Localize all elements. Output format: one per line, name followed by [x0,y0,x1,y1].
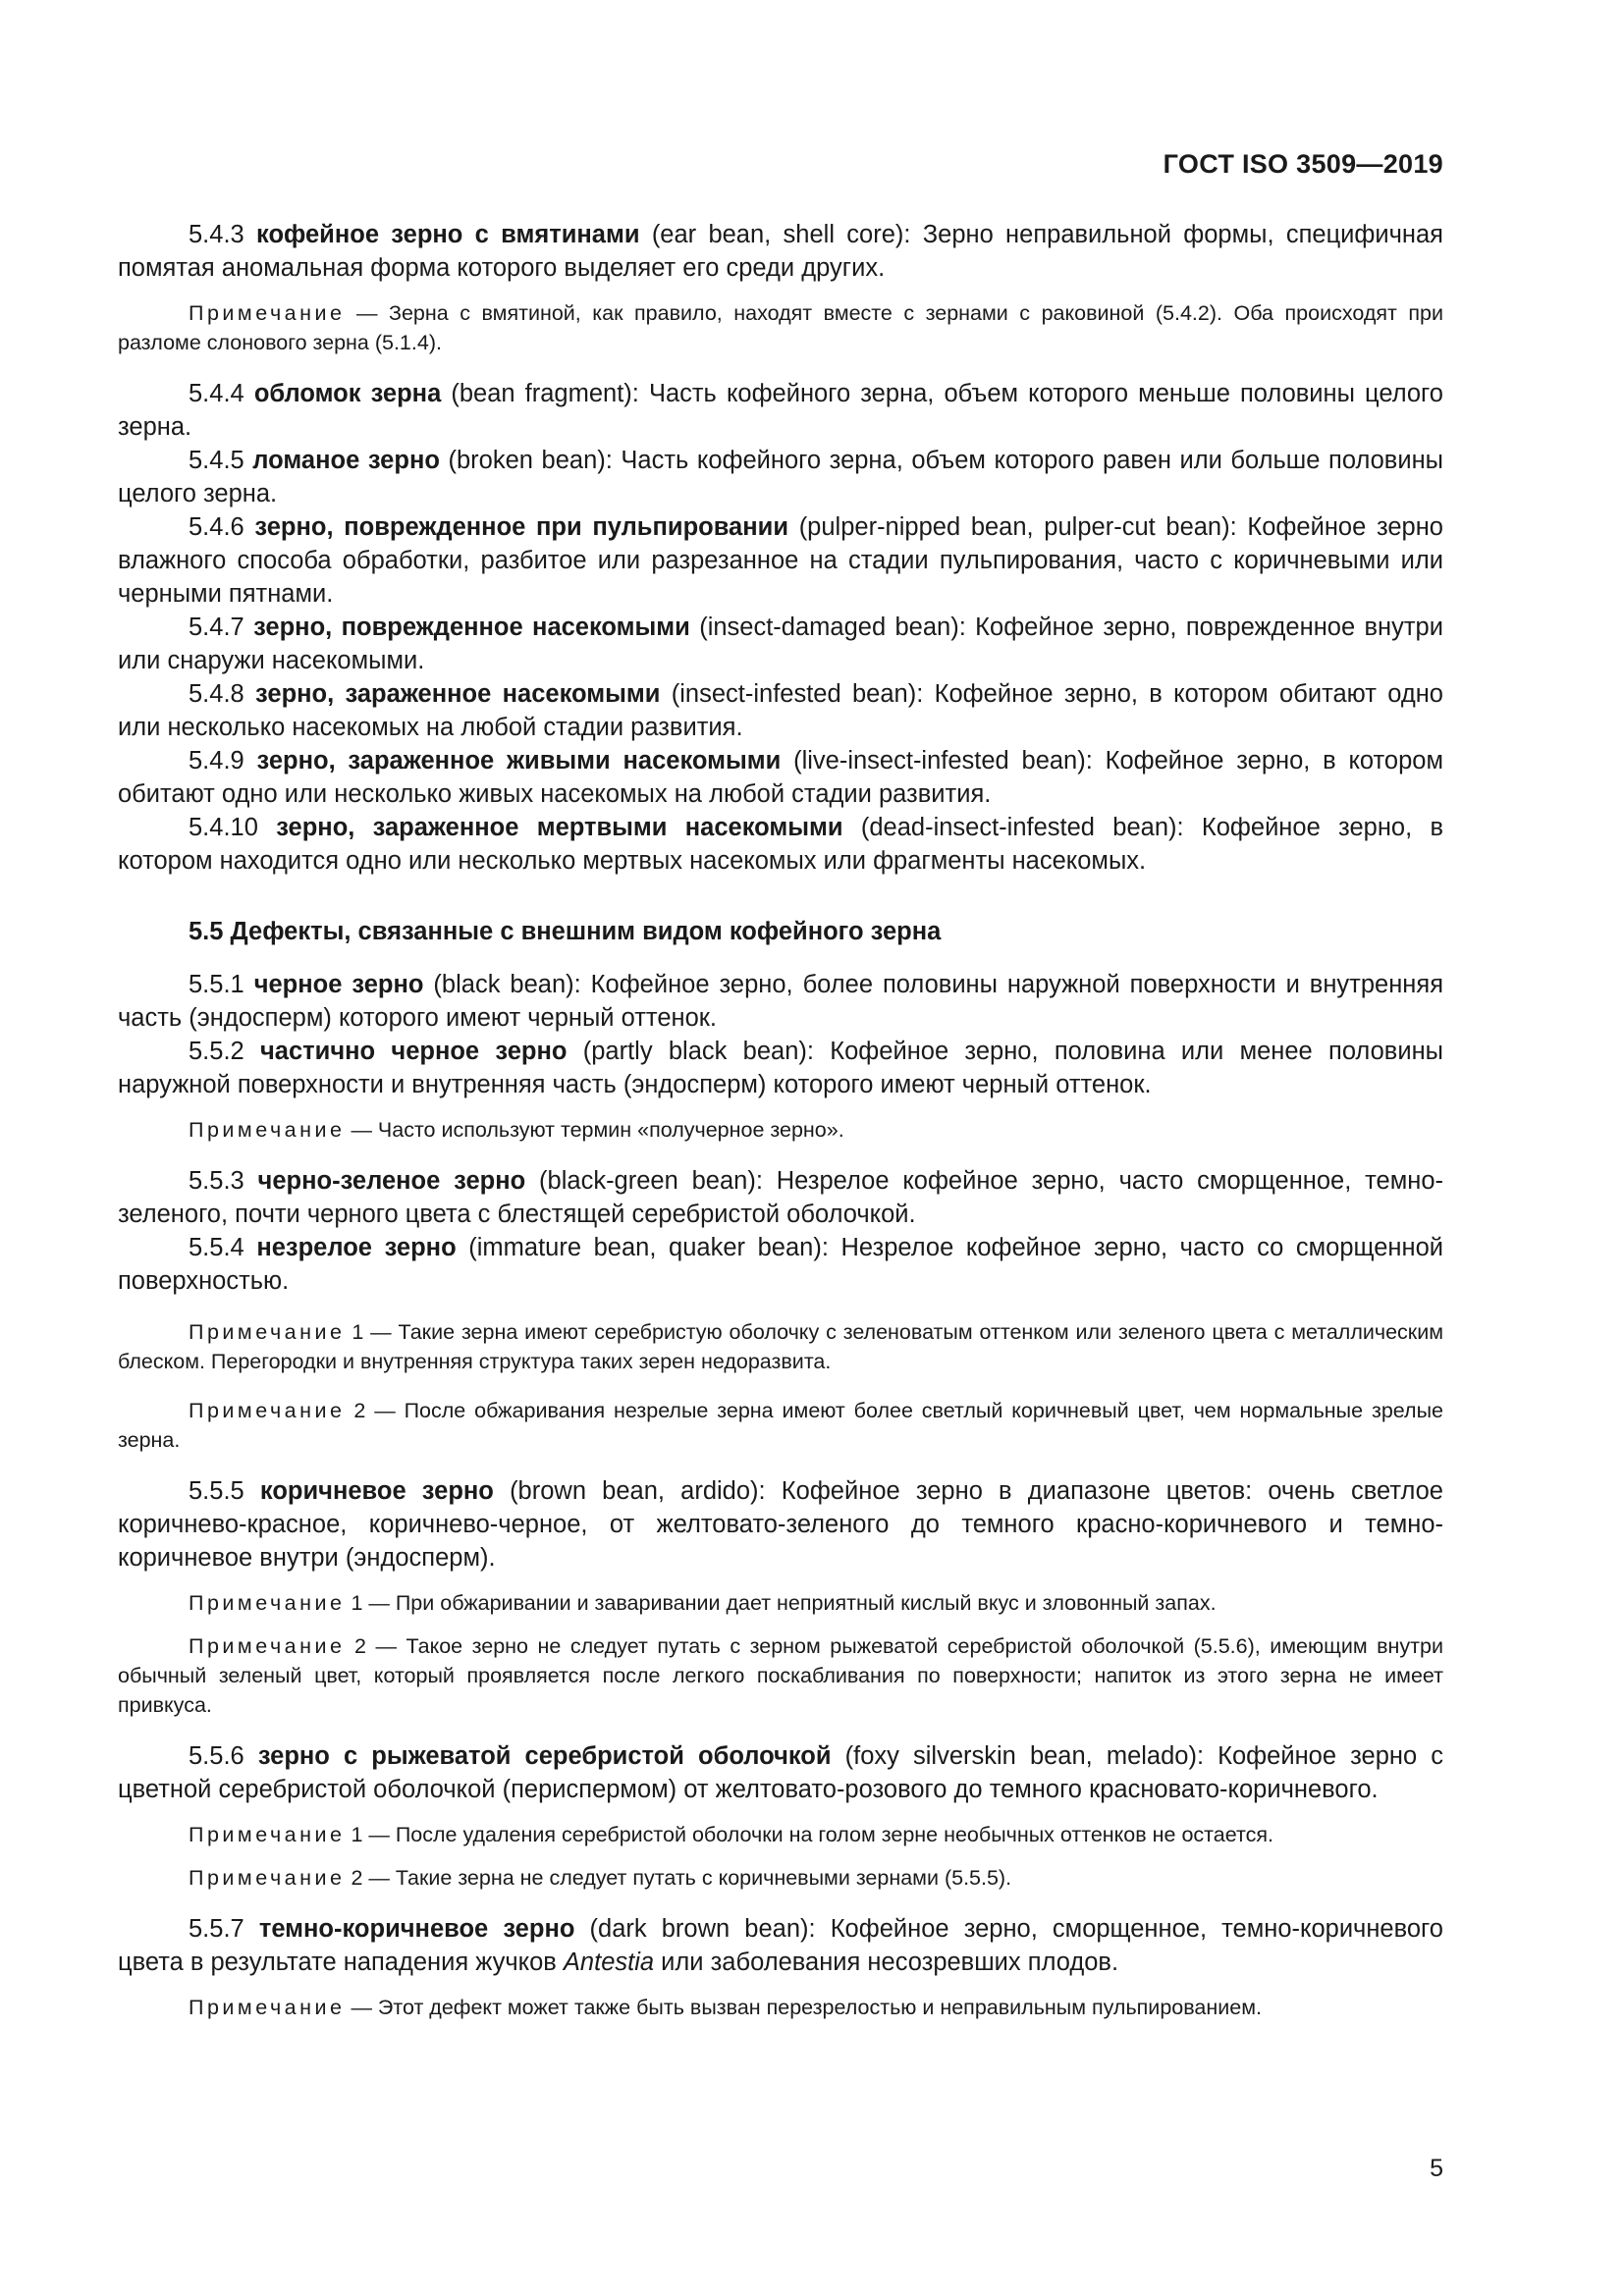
clause-5-4-9: 5.4.9 зерно, зараженное живыми насекомыми (live-insect-infested bean): Кофейное зерно, в котором обитают одно или несколько живых насекомых на любой стадии развития. [118,747,1443,808]
clause-5-4-3: 5.4.3 кофейное зерно с вмятинами (ear bean, shell core): Зерно неправильной формы, специфичная помятая аномальная форма которого выделяет его среди других. [118,221,1443,282]
clause-5-4-6: 5.4.6 зерно, поврежденное при пульпировании (pulper-nipped bean, pulper-cut bean): Кофейное зерно влажного способа обработки, разбитое или разрезанное на стадии пульпирования, часто с коричневыми или черными пятнами. [118,513,1443,608]
clause-5-5-7: 5.5.7 темно-коричневое зерно (dark brown bean): Кофейное зерно, сморщенное, темно-коричневого цвета в результате нападения жучков Antestia или заболевания несозревших плодов. [118,1915,1443,1976]
term: зерно, поврежденное насекомыми [253,614,690,641]
term: незрелое зерно [256,1234,457,1261]
note: Примечание 1 — Такие зерна имеют серебристую оболочку с зеленоватым оттенком или зеленого цвета с металлическим блеском. Перегородки и внутренняя структура таких зерен недоразвита. [118,1320,1443,1373]
document-body [118,218,1443,2022]
note: Примечание 2 — Такое зерно не следует путать с зерном рыжеватой серебристой оболочкой (5.5.6), имеющим внутри обычный зеленый цвет, который проявляется после легкого поскабливания по поверхности; напиток из этого зерна не имеет привкуса. [118,1634,1443,1717]
term: зерно с рыжеватой серебристой оболочкой [257,1742,832,1770]
term: частично черное зерно [260,1038,568,1065]
page-number: 5 [1430,2155,1443,2182]
term: темно-коричневое зерно [258,1915,575,1943]
note: Примечание 1 — После удаления серебристой оболочки на голом зерне необычных оттенков не остается. [189,1823,1273,1846]
term: черно-зеленое зерно [257,1167,526,1195]
note: Примечание — Зерна с вмятиной, как правило, находят вместе с зернами с раковиной (5.4.2). Оба происходят при разломе слонового зерна (5.1.4). [118,301,1443,354]
note: Примечание 2 — После обжаривания незрелые зерна имеют более светлый коричневый цвет, чем нормальные зрелые зерна. [118,1399,1443,1452]
clause-5-5-6: 5.5.6 зерно с рыжеватой серебристой оболочкой (foxy silverskin bean, melado): Кофейное зерно с цветной серебристой оболочкой (периспермом) от желтовато-розового до темного красновато-коричневого. [118,1742,1443,1803]
clause-5-4-8: 5.4.8 зерно, зараженное насекомыми (insect-infested bean): Кофейное зерно, в котором обитают одно или несколько насекомых на любой стадии развития. [118,680,1443,741]
italic-term: Antestia [563,1949,655,1976]
note: Примечание — Этот дефект может также быть вызван перезрелостью и неправильным пульпированием. [189,1996,1262,2019]
section-heading-5-5: 5.5 Дефекты, связанные с внешним видом кофейного зерна [189,918,942,945]
clause-5-4-5: 5.4.5 ломаное зерно (broken bean): Часть кофейного зерна, объем которого равен или больше половины целого зерна. [118,447,1443,507]
term: кофейное зерно с вмятинами [256,221,640,248]
document-header: ГОСТ ISO 3509—2019 [1163,149,1443,179]
note: Примечание 2 — Такие зерна не следует путать с коричневыми зернами (5.5.5). [189,1866,1012,1890]
term: зерно, поврежденное при пульпировании [254,513,788,541]
clause-5-5-3: 5.5.3 черно-зеленое зерно (black-green bean): Незрелое кофейное зерно, часто сморщенное, темно-зеленого, почти черного цвета с блестящей серебристой оболочкой. [118,1167,1443,1228]
clause-5-5-1: 5.5.1 черное зерно (black bean): Кофейное зерно, более половины наружной поверхности и внутренняя часть (эндосперм) которого имеют черный оттенок. [118,971,1444,1032]
term: обломок зерна [253,380,442,407]
term: черное зерно [253,971,424,998]
clause-5-5-2: 5.5.2 частично черное зерно (partly black bean): Кофейное зерно, половина или менее половины наружной поверхности и внутренняя часть (эндосперм) которого имеют черный оттенок. [118,1038,1443,1098]
note: Примечание 1 — При обжаривании и заваривании дает неприятный кислый вкус и зловонный запах. [189,1591,1217,1615]
clause-5-5-4: 5.5.4 незрелое зерно (immature bean, quaker bean): Незрелое кофейное зерно, часто со сморщенной поверхностью. [118,1234,1443,1295]
term: коричневое зерно [259,1477,494,1505]
clause-5-4-10: 5.4.10 зерно, зараженное мертвыми насекомыми (dead-insect-infested bean): Кофейное зерно, в котором находится одно или несколько мертвых насекомых или фрагменты насекомых. [118,814,1443,875]
clause-5-4-4: 5.4.4 обломок зерна (bean fragment): Часть кофейного зерна, объем которого меньше половины целого зерна. [118,380,1443,441]
clause-5-5-5: 5.5.5 коричневое зерно (brown bean, ardido): Кофейное зерно в диапазоне цветов: очень светлое коричнево-красное, коричнево-черное, от желтовато-зеленого до темного красно-коричневого и темно-коричневое внутри (эндосперм). [118,1477,1443,1572]
term: зерно, зараженное мертвыми насекомыми [276,814,843,841]
term: зерно, зараженное насекомыми [255,680,661,708]
term: ломаное зерно [252,447,440,474]
term: зерно, зараженное живыми насекомыми [256,747,782,774]
note: Примечание — Часто используют термин «получерное зерно». [189,1118,844,1142]
clause-5-4-7: 5.4.7 зерно, поврежденное насекомыми (insect-damaged bean): Кофейное зерно, поврежденное внутри или снаружи насекомыми. [118,614,1443,674]
